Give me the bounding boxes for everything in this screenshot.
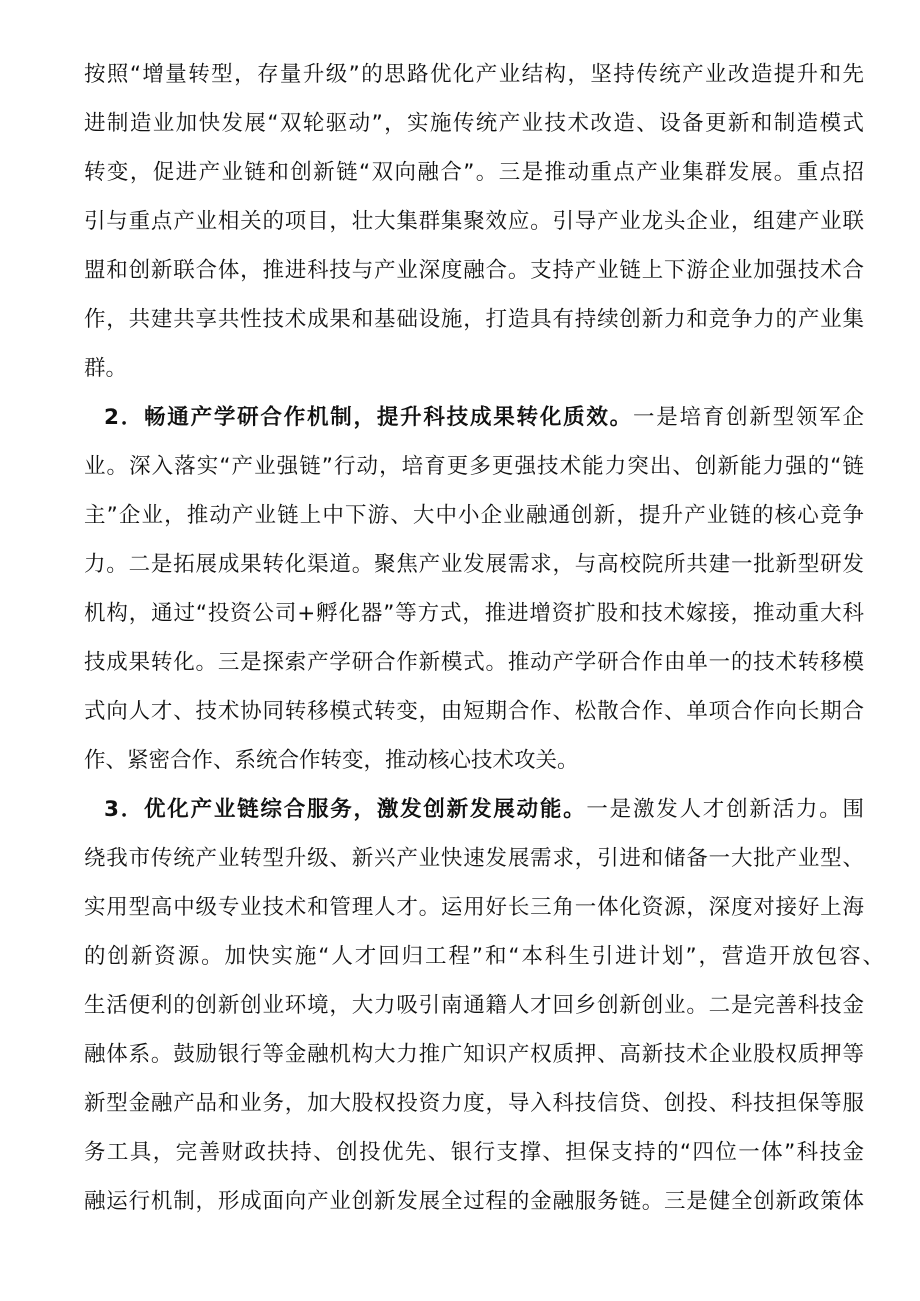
- paragraph-1-line-7: 群。: [84, 356, 128, 381]
- paragraph-2-first-text: 一是培育创新型领军企: [632, 405, 864, 430]
- paragraph-2-line-2: 业。深入落实“产业强链”行动，培育更多更强技术能力突出、创新能力强的“链: [84, 454, 864, 479]
- paragraph-1-line-4: 引与重点产业相关的项目，壮大集群集聚效应。引导产业龙头企业，组建产业联: [84, 209, 864, 234]
- paragraph-3-line-8: 务工具，完善财政扶持、创投优先、银行支撑、担保支持的“四位一体”科技金: [84, 1140, 864, 1165]
- paragraph-2-line-8: 作、紧密合作、系统合作转变，推动核心技术攻关。: [84, 748, 579, 773]
- paragraph-2-line-6: 技成果转化。三是探索产学研合作新模式。推动产学研合作由单一的技术转移模: [84, 650, 864, 675]
- paragraph-1-line-6: 作，共建共享共性技术成果和基础设施，打造具有持续创新力和竞争力的产业集: [84, 307, 864, 332]
- paragraph-1-line-3: 转变，促进产业链和创新链“双向融合”。三是推动重点产业集群发展。重点招: [84, 160, 864, 185]
- paragraph-3-line-6: 融体系。鼓励银行等金融机构大力推广知识产权质押、高新技术企业股权质押等: [84, 1042, 864, 1067]
- paragraph-3-line-7: 新型金融产品和业务，加大股权投资力度，导入科技信贷、创投、科技担保等服: [84, 1091, 864, 1116]
- paragraph-1-line-1: 按照“增量转型，存量升级”的思路优化产业结构，坚持传统产业改造提升和先: [84, 62, 864, 87]
- paragraph-3-line-4: 的创新资源。加快实施“人才回归工程”和“本科生引进计划”，营造开放包容、: [84, 944, 884, 969]
- paragraph-3-line-2: 绕我市传统产业转型升级、新兴产业快速发展需求，引进和储备一大批产业型、: [84, 846, 864, 871]
- paragraph-3-line-3: 实用型高中级专业技术和管理人才。运用好长三角一体化资源，深度对接好上海: [84, 895, 864, 920]
- paragraph-2-line-4: 力。二是拓展成果转化渠道。聚焦产业发展需求，与高校院所共建一批新型研发: [84, 552, 864, 577]
- paragraph-3-first-text: 一是激发人才创新活力。围: [586, 797, 864, 822]
- paragraph-3-heading-line: [0, 789, 920, 831]
- paragraph-2-line-3: 主”企业，推动产业链上中下游、大中小企业融通创新，提升产业链的核心竞争: [84, 503, 864, 528]
- paragraph-2-heading-line: [0, 397, 920, 439]
- paragraph-1-line-5: 盟和创新联合体，推进科技与产业深度融合。支持产业链上下游企业加强技术合: [84, 258, 864, 283]
- paragraph-3-line-5: 生活便利的创新创业环境，大力吸引南通籍人才回乡创新创业。二是完善科技金: [84, 993, 864, 1018]
- paragraph-3-heading: 3．优化产业链综合服务，激发创新发展动能。: [104, 797, 587, 822]
- paragraph-2-line-5: 机构，通过“投资公司+孵化器”等方式，推进增资扩股和技术嫁接，推动重大科: [84, 601, 864, 626]
- paragraph-1-line-2: 进制造业加快发展“双轮驱动”，实施传统产业技术改造、设备更新和制造模式: [84, 111, 864, 136]
- paragraph-2-heading: 2．畅通产学研合作机制，提升科技成果转化质效。: [104, 405, 633, 430]
- paragraph-2-line-7: 式向人才、技术协同转移模式转变，由短期合作、松散合作、单项合作向长期合: [84, 699, 864, 724]
- paragraph-3-line-9: 融运行机制，形成面向产业创新发展全过程的金融服务链。三是健全创新政策体: [84, 1189, 864, 1214]
